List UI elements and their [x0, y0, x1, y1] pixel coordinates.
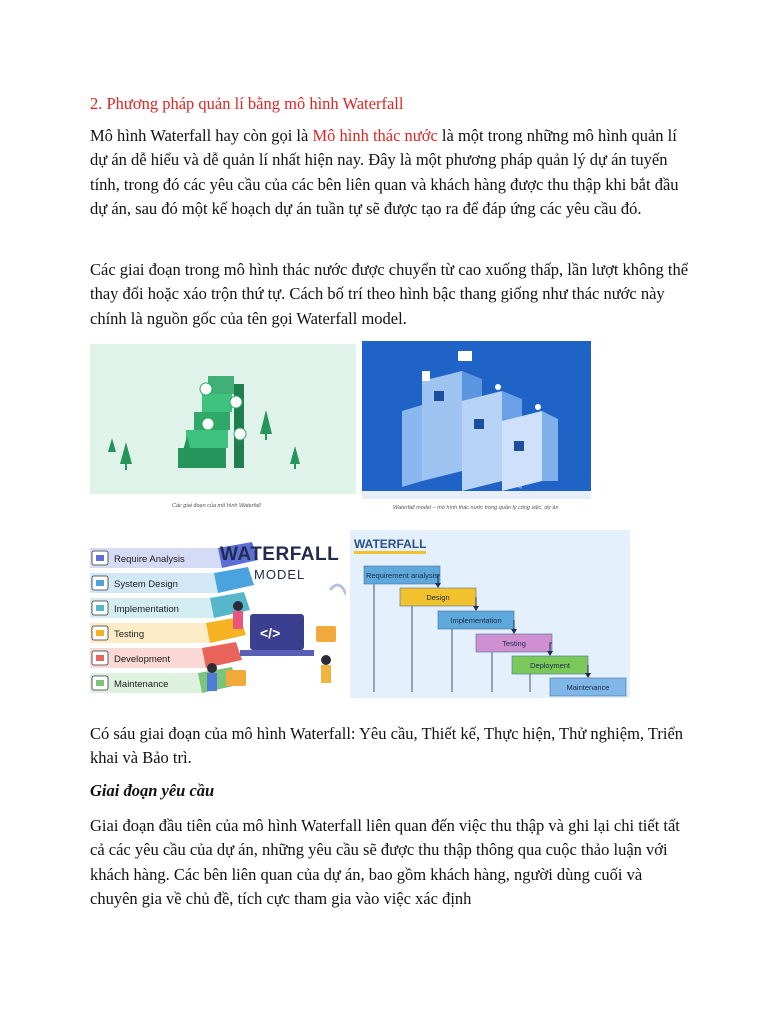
infographic-step-label: Implementation — [114, 604, 179, 615]
infographic-step-label: System Design — [114, 579, 178, 590]
infographic-step — [90, 592, 250, 618]
highlight-link-text: Mô hình thác nước — [312, 126, 438, 145]
cascade-step — [476, 634, 553, 656]
paragraph-requirements: Giai đoạn đầu tiên của mô hình Waterfall liên quan đến việc thu thập và ghi lại chi tiết tất cả các yêu cầu của dự án, những yêu cầu sẽ được thu thập thông qua cuộc thảo luận với khách hàng. Các bên liên quan của dự án, bao gồm khách hàng, người dùng cuối và chuyên gia về chủ đề, tích cực tham gia vào việc xác định — [90, 816, 680, 909]
infographic-step-label: Require Analysis — [114, 554, 185, 565]
paragraph-six-stages: Có sáu giai đoạn của mô hình Waterfall: Yêu cầu, Thiết kế, Thực hiện, Thử nghiệm, Triển khai và Bảo trì. — [90, 724, 684, 768]
infographic-step-label: Development — [114, 654, 170, 665]
cascade-step-label: Testing — [502, 639, 526, 648]
cascade-step — [438, 611, 517, 634]
plant-icon — [330, 585, 346, 600]
cascade-title: WATERFALL — [354, 537, 427, 551]
image-waterfall-blocks-blue — [362, 341, 591, 499]
cascade-step-label: Implementation — [450, 616, 502, 625]
paragraph-stages: Các giai đoạn trong mô hình thác nước được chuyển từ cao xuống thấp, lần lượt không thể thay đổi hoặc xáo trộn thứ tự. Cách bố trí theo hình bậc thang giống như thác nước này chính là nguồn gốc của tên gọi Waterfall model. — [90, 260, 689, 328]
image-waterfall-stairs-green — [90, 344, 356, 494]
cascade-step-label: Maintenance — [566, 683, 610, 692]
infographic-step — [90, 642, 242, 668]
infographic-step — [90, 617, 246, 643]
infographic-step-label: Testing — [114, 629, 145, 640]
cascade-step — [364, 566, 441, 588]
person-icon — [321, 655, 331, 665]
infographic-title: WATERFALL — [220, 544, 340, 565]
paragraph-intro — [90, 124, 690, 222]
cascade-step-label: Deployment — [529, 661, 571, 670]
cascade-step — [550, 678, 626, 696]
infographic-step-label: Maintenance — [114, 679, 169, 690]
cascade-step-label: Requirement analysis — [365, 571, 439, 580]
infographic-step — [90, 567, 254, 593]
code-badge-icon — [226, 670, 246, 686]
cascade-step — [512, 656, 591, 678]
section-heading: 2. Phương pháp quản lí bằng mô hình Waterfall — [90, 94, 404, 113]
code-badge-icon — [316, 626, 336, 642]
image-waterfall-model-infographic — [90, 540, 346, 698]
infographic-subtitle: MODEL — [254, 567, 306, 582]
subheading-requirements: Giai đoạn yêu cầu — [90, 781, 215, 800]
image-caption: Waterfall model – mô hình thác nước trong quản lý công việc, dự án — [393, 505, 559, 511]
image-waterfall-cascade-diagram — [350, 530, 630, 698]
person-icon — [233, 601, 243, 611]
code-icon: </> — [260, 625, 281, 641]
paragraph-text: Mô hình Waterfall hay còn gọi là — [90, 126, 313, 145]
person-icon — [207, 663, 217, 673]
cascade-step-label: Design — [426, 593, 450, 602]
paragraph-text: là một trong những mô hình quản lí dự án dễ hiểu và dễ quản lí nhất hiện nay. Đây là một phương pháp quản lý dự án tuyến tính, trong đó các yêu cầu của các bên liên quan và khách hàng được thu thập khi bắt đầu dự án, sau đó một kế hoạch dự án tuần tự sẽ được tạo ra để đáp ứng các yêu cầu đó. — [90, 126, 679, 219]
image-caption: Các giai đoạn của mô hình Waterfall — [172, 503, 261, 509]
